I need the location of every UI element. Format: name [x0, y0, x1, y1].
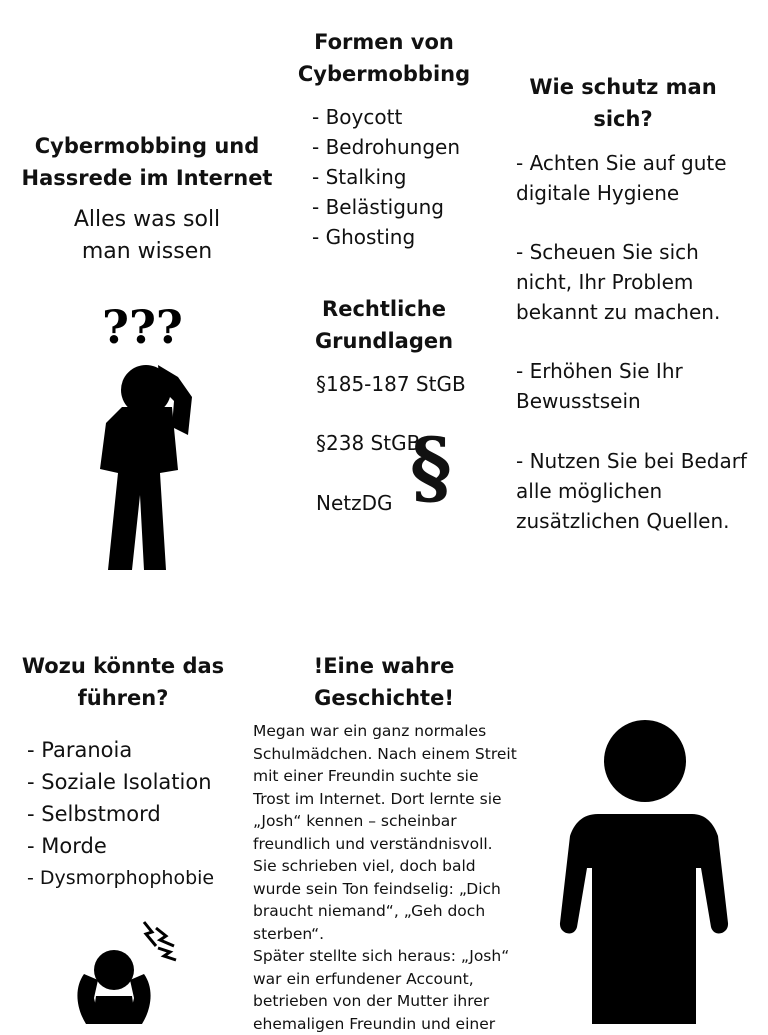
story-paragraph-2: Später stellte sich heraus: „Josh“ war ein erfundener Account, betrieben von der Mutter ihrer ehemaligen Freundin und einer: [253, 947, 510, 1033]
main-title: Cybermobbing und Hassrede im Internet: [21, 134, 273, 190]
list-item: - Dysmorphophobie: [27, 867, 215, 889]
protection-title: Wie schutz man sich?: [529, 75, 717, 131]
list-item: - Stalking: [312, 165, 407, 189]
consequences-list: [27, 734, 214, 894]
stressed-person-icon: [62, 918, 192, 1024]
paragraph-icon: §: [410, 420, 452, 514]
legal-item-3: NetzDG: [316, 491, 393, 515]
tip-3: - Erhöhen Sie Ihr Bewusstsein: [516, 359, 683, 413]
forms-list: [312, 102, 460, 252]
legal-item-1: §185-187 StGB: [316, 372, 466, 396]
person-icon: [556, 718, 732, 1024]
list-item: - Paranoia: [27, 738, 133, 762]
consequences-title: Wozu könnte das führen?: [21, 654, 225, 710]
tip-1: - Achten Sie auf gute digitale Hygiene: [516, 151, 727, 205]
list-item: - Ghosting: [312, 225, 416, 249]
list-item: - Selbstmord: [27, 802, 161, 826]
list-item: - Soziale Isolation: [27, 770, 212, 794]
subtitle-line-2: man wissen: [81, 239, 213, 264]
list-item: - Bedrohungen: [312, 135, 461, 159]
story-paragraph-1: Megan war ein ganz normales Schulmädchen. Nach einem Streit mit einer Freundin suchte sie Trost im Internet. Dort lernte sie „Josh“ kennen – scheinbar freundlich und verständnisvoll. Sie schrieben viel, doch bald wurde sein Ton feindselig: „Dich braucht niemand“, „Geh doch sterben“.: [253, 722, 517, 943]
legal-title: Rechtliche Grundlagen: [314, 297, 454, 353]
tip-4: - Nutzen Sie bei Bedarf alle möglichen zusätzlichen Quellen.: [516, 449, 747, 533]
list-item: - Belästigung: [312, 195, 444, 219]
story-text: [253, 720, 517, 1035]
story-title: !Eine wahre Geschichte!: [313, 654, 455, 710]
legal-item-2: §238 StGB: [316, 431, 421, 455]
subtitle: [18, 204, 276, 268]
list-item: - Morde: [27, 834, 107, 858]
subtitle-line-1: Alles was soll: [73, 207, 221, 232]
question-marks: ???: [102, 300, 183, 354]
confused-person-icon: [60, 295, 250, 570]
forms-title: Formen von Cybermobbing: [297, 30, 471, 86]
list-item: - Boycott: [312, 105, 403, 129]
tip-2: - Scheuen Sie sich nicht, Ihr Problem bekannt zu machen.: [516, 240, 721, 324]
